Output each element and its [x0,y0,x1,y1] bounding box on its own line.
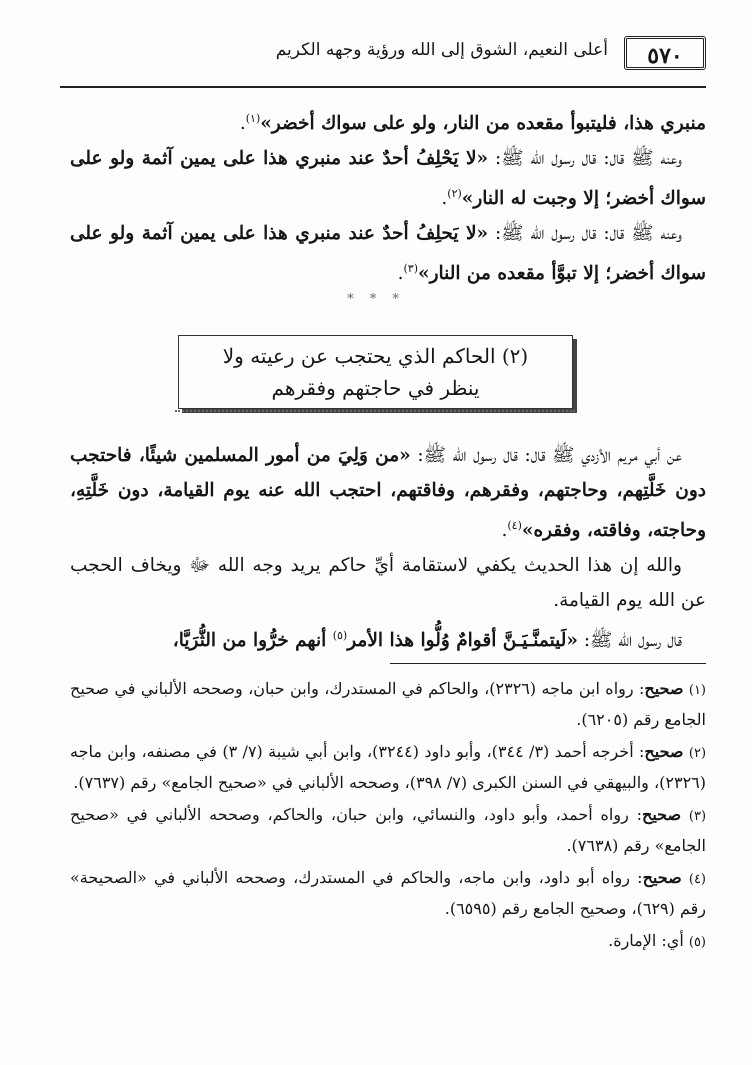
punctuation: . [397,263,404,285]
heading-underline [175,410,575,412]
paragraph-2 [70,141,706,216]
narrator-text: وعنه ﷺ قال: قال رسول الله ﷺ: [488,223,682,245]
footnote-5 [70,926,706,957]
footnote-number: (٣) [688,809,707,824]
section-heading-line-1: (٢) الحاكم الذي يحتجب عن رعيته ولا [222,344,529,368]
footnote-3 [70,800,706,860]
grading-label: صحيح [642,868,682,887]
header-rule [60,86,706,88]
footnote-number: (٤) [688,872,706,887]
punctuation: . [501,520,508,542]
grading-label: صحيح [644,679,684,698]
footnote-text: أي: الإمارة. [608,931,684,950]
footnote-ref: (٥) [332,629,348,643]
page-number: ٥٧٠ [624,36,706,70]
paragraph-3 [70,216,706,291]
footnote-number: (٢) [688,746,707,761]
footnote-ref: (٣) [403,262,418,276]
footnote-text: : رواه ابن ماجه (٢٣٢٦)، والحاكم في المستدرك، وابن حبان، وصححه الألباني في صحيح الجامع رقم (٦٢٠٥). [70,679,706,729]
hadith-text: «من وَلِيَ من أمور المسلمين شيئًا، فاحتجب دون خَلَّتِهم، وحاجتهم، وفقرهم، وفاقتهم، احتجب الله عنه يوم القيامة، دون خَلَّتِهِ، وحاجته، وفاقته، وفقره» [70,445,706,542]
footnote-number: (٥) [688,935,706,950]
footnote-rule [390,663,706,664]
footnote-text: : رواه أبو داود، وابن ماجه، والحاكم في المستدرك، وصححه الألباني في «الصحيحة» رقم (٦٢٩)، وصحيح الجامع رقم (٦٥٩٥). [70,868,706,918]
grading-label: صحيح [642,805,682,824]
running-title: أعلى النعيم، الشوق إلى الله ورؤية وجهه الكريم [275,40,608,60]
footnote-2 [70,737,706,797]
footnote-text: : رواه أحمد، وأبو داود، والنسائي، وابن حبان، والحاكم، وصححه الألباني في «صحيح الجامع» رقم (٧٦٣٨). [70,805,706,855]
grading-label: صحيح [644,742,684,761]
paragraph-4 [70,438,706,548]
footnote-ref: (٤) [507,519,522,532]
paragraph-5: والله إن هذا الحديث يكفي لاستقامة أيِّ حاكم يريد وجه الله ﷻ ويخاف الحجب عن الله يوم القيامة. [70,555,706,612]
section-heading-line-2: ينظر في حاجتهم وفقرهم [271,376,480,400]
footnote-4 [70,863,706,923]
footnote-ref: (٢) [447,187,462,201]
paragraph-1 [70,101,706,141]
hadith-text: «لا يَحْلِفُ أحدٌ عند منبري هذا على يمين آثمة ولو على سواك أخضر؛ إلا وجبت له النار» [70,148,706,210]
page-header [60,30,706,88]
hadith-text: «لَيتمنَّـيَـنَّ أقوامٌ وُلُّوا هذا الأمر [347,630,578,652]
footnote-1 [70,674,706,734]
footnotes [70,674,706,960]
hadith-text: منبري هذا، فليتبوأ مقعده من النار، ولو على سواك أخضر» [260,113,706,135]
narrator-text: عن أبي مريم الأزدي ﷺ قال: قال رسول الله ﷺ: [410,445,683,466]
footnote-text: : أخرجه أحمد (٣/ ٣٤٤)، وأبو داود (٣٢٤٤)، وابن أبي شيبة (٧/ ٣) في مصنفه، وابن ماجه (٢٣٢٦)، والبيهقي في السنن الكبرى (٧/ ٣٩٨)، وصححه الألباني في «صحيح الجامع» رقم (٧٦٣٧). [70,742,706,792]
paragraph-6 [70,618,706,658]
punctuation: . [441,188,448,210]
upper-text [70,101,706,291]
narrator-text: وعنه ﷺ قال: قال رسول الله ﷺ: [488,148,682,170]
lower-text [70,438,706,658]
footnote-ref: (١) [245,112,261,125]
hadith-text: «لا يَحلِفُ أحدٌ عند منبري هذا على يمين آثمة ولو على سواك أخضر؛ إلا تبوَّأ مقعده من النار» [70,223,706,285]
narrator-text: قال رسول الله ﷺ: [577,630,682,652]
hadith-text-continued: أنهم خرُّوا من الثُّرَيَّا، [172,630,333,652]
footnote-number: (١) [688,683,706,698]
punctuation: . [239,113,246,135]
section-heading-box [178,335,573,409]
section-separator: * * * [347,292,405,307]
